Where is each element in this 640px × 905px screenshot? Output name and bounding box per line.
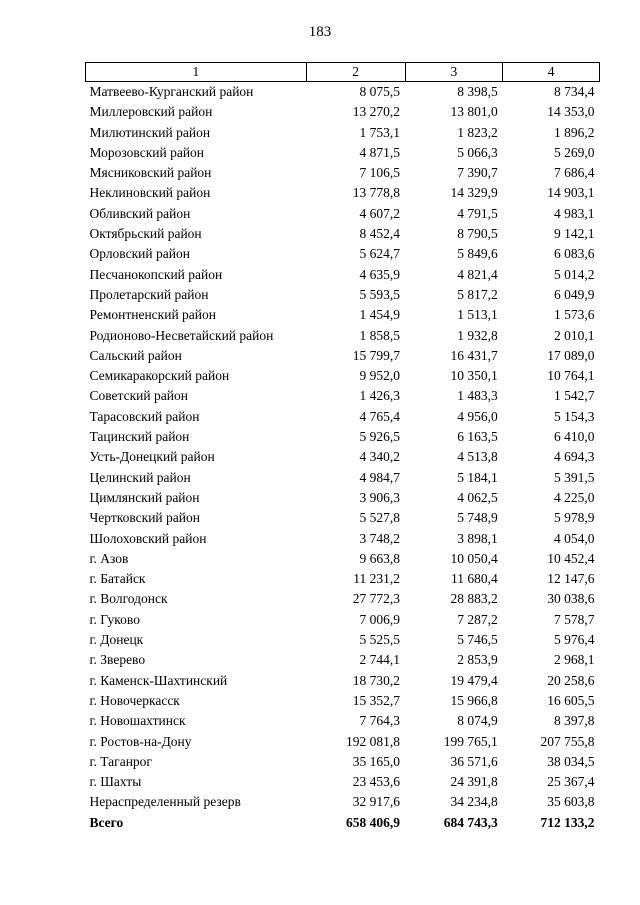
value-col-4: 14 353,0 — [547, 104, 595, 120]
territory-name: Советский район — [89, 388, 188, 404]
value-col-4: 1 542,7 — [554, 388, 595, 404]
value-col-2: 5 593,5 — [359, 286, 400, 302]
territory-name: Семикаракорский район — [89, 368, 230, 384]
value-col-4: 5 014,2 — [554, 266, 595, 282]
territory-name: Миллеровский район — [89, 104, 213, 120]
value-col-3: 19 479,4 — [450, 672, 498, 688]
value-col-4: 2 968,1 — [554, 652, 595, 668]
table-row — [86, 508, 600, 528]
value-col-3: 10 050,4 — [450, 550, 498, 566]
territory-name: Неклиновский район — [89, 185, 211, 201]
value-col-2: 27 772,3 — [352, 591, 400, 607]
territory-name: г. Каменск-Шахтинский — [89, 672, 228, 688]
value-col-2: 4 635,9 — [359, 266, 400, 282]
territory-name: г. Гуково — [89, 611, 140, 627]
table-body — [86, 82, 600, 833]
value-col-2: 1 858,5 — [359, 327, 400, 343]
value-col-4: 1 896,2 — [554, 124, 595, 140]
value-col-4: 35 603,8 — [547, 794, 595, 810]
table-header-row — [86, 63, 600, 82]
value-col-2: 5 926,5 — [359, 429, 400, 445]
value-col-3: 15 966,8 — [450, 692, 498, 708]
value-col-3: 5 849,6 — [457, 246, 498, 262]
value-col-3: 8 790,5 — [457, 226, 498, 242]
value-col-3: 4 821,4 — [457, 266, 498, 282]
value-col-2: 2 744,1 — [359, 652, 400, 668]
column-header-2: 2 — [306, 63, 405, 82]
value-col-3: 4 791,5 — [457, 205, 498, 221]
table-row — [86, 650, 600, 670]
table-row — [86, 265, 600, 285]
value-col-2: 4 765,4 — [359, 408, 400, 424]
territory-name: Милютинский район — [89, 124, 211, 140]
territory-name: Песчанокопский район — [89, 266, 223, 282]
value-col-3: 11 680,4 — [450, 571, 498, 587]
territory-name: Тацинский район — [89, 429, 190, 445]
value-col-3: 199 765,1 — [443, 733, 498, 749]
value-col-3: 3 898,1 — [457, 530, 498, 546]
table-row — [86, 671, 600, 691]
table-row — [86, 529, 600, 549]
value-col-3: 13 801,0 — [450, 104, 498, 120]
value-col-4: 4 225,0 — [554, 489, 595, 505]
value-col-4: 25 367,4 — [547, 774, 595, 790]
territory-name: Целинский район — [89, 469, 191, 485]
table-row — [86, 732, 600, 752]
value-col-3: 5 746,5 — [457, 632, 498, 648]
column-header-4: 4 — [503, 63, 600, 82]
territory-name: г. Донецк — [89, 632, 144, 648]
value-col-4: 30 038,6 — [547, 591, 595, 607]
territory-name: Сальский район — [89, 347, 182, 363]
value-col-3: 2 853,9 — [457, 652, 498, 668]
table-row — [86, 285, 600, 305]
table-row — [86, 752, 600, 772]
value-col-2: 1 753,1 — [359, 124, 400, 140]
table-row — [86, 549, 600, 569]
value-col-2: 7 006,9 — [359, 611, 400, 627]
value-col-4: 2 010,1 — [554, 327, 595, 343]
territory-name: г. Ростов-на-Дону — [89, 733, 192, 749]
table-row — [86, 183, 600, 203]
value-col-4: 5 154,3 — [554, 408, 595, 424]
value-col-2: 23 453,6 — [352, 774, 400, 790]
territory-name: г. Азов — [89, 550, 129, 566]
value-col-3: 6 163,5 — [457, 429, 498, 445]
territory-name: Шолоховский район — [89, 530, 207, 546]
total-value-col-3: 684 743,3 — [443, 814, 498, 830]
value-col-3: 36 571,6 — [450, 753, 498, 769]
table-row — [86, 711, 600, 731]
value-col-2: 9 952,0 — [359, 368, 400, 384]
value-col-4: 14 903,1 — [547, 185, 595, 201]
table-row — [86, 386, 600, 406]
value-col-3: 24 391,8 — [450, 774, 498, 790]
table-row — [86, 143, 600, 163]
value-col-4: 20 258,6 — [547, 672, 595, 688]
table-row — [86, 589, 600, 609]
total-row — [86, 813, 600, 833]
table-row — [86, 346, 600, 366]
value-col-2: 3 748,2 — [359, 530, 400, 546]
table-row — [86, 305, 600, 325]
value-col-4: 6 083,6 — [554, 246, 595, 262]
table-row — [86, 488, 600, 508]
value-col-2: 4 984,7 — [359, 469, 400, 485]
page-number: 183 — [308, 24, 332, 40]
territory-name: Родионово-Несветайский район — [89, 327, 274, 343]
value-col-4: 10 764,1 — [547, 368, 595, 384]
value-col-3: 8 074,9 — [457, 713, 498, 729]
value-col-3: 5 817,2 — [457, 286, 498, 302]
table-row — [86, 447, 600, 467]
territory-name: Морозовский район — [89, 144, 205, 160]
value-col-2: 3 906,3 — [359, 489, 400, 505]
table-row — [86, 792, 600, 812]
value-col-2: 9 663,8 — [359, 550, 400, 566]
value-col-3: 4 956,0 — [457, 408, 498, 424]
value-col-4: 17 089,0 — [547, 347, 595, 363]
table-row — [86, 102, 600, 122]
value-col-2: 1 454,9 — [359, 307, 400, 323]
value-col-3: 4 513,8 — [457, 449, 498, 465]
territory-name: г. Новошахтинск — [89, 713, 186, 729]
territory-name: Орловский район — [89, 246, 190, 262]
value-col-2: 4 607,2 — [359, 205, 400, 221]
value-col-3: 8 398,5 — [457, 84, 498, 99]
value-col-4: 4 054,0 — [554, 530, 595, 546]
territory-name: Матвеево-Курганский район — [89, 84, 254, 99]
territory-name: г. Шахты — [89, 774, 142, 790]
value-col-4: 7 686,4 — [554, 165, 595, 181]
value-col-3: 5 748,9 — [457, 510, 498, 526]
value-col-2: 13 778,8 — [352, 185, 400, 201]
territory-name: Обливский район — [89, 205, 191, 221]
territory-name: г. Таганрог — [89, 753, 152, 769]
value-col-2: 1 426,3 — [359, 388, 400, 404]
territory-name: Пролетарский район — [89, 286, 209, 302]
value-col-4: 16 605,5 — [547, 692, 595, 708]
value-col-3: 14 329,9 — [450, 185, 498, 201]
value-col-3: 5 066,3 — [457, 144, 498, 160]
value-col-4: 4 983,1 — [554, 205, 595, 221]
value-col-3: 10 350,1 — [450, 368, 498, 384]
value-col-4: 6 049,9 — [554, 286, 595, 302]
value-col-3: 7 287,2 — [457, 611, 498, 627]
value-col-2: 5 527,8 — [359, 510, 400, 526]
territory-name: г. Новочеркасск — [89, 692, 180, 708]
table-row — [86, 772, 600, 792]
table-row — [86, 610, 600, 630]
value-col-4: 5 978,9 — [554, 510, 595, 526]
value-col-4: 12 147,6 — [547, 571, 595, 587]
table-row — [86, 630, 600, 650]
table-row — [86, 204, 600, 224]
territory-name: г. Зверево — [89, 652, 146, 668]
value-col-2: 4 340,2 — [359, 449, 400, 465]
value-col-2: 18 730,2 — [352, 672, 400, 688]
table-row — [86, 427, 600, 447]
value-col-2: 7 764,3 — [359, 713, 400, 729]
territory-name: г. Батайск — [89, 571, 146, 587]
table-row — [86, 123, 600, 143]
territory-name: Усть-Донецкий район — [89, 449, 215, 465]
total-value-col-2: 658 406,9 — [346, 814, 400, 830]
table-row — [86, 366, 600, 386]
value-col-4: 207 755,8 — [540, 733, 595, 749]
value-col-3: 1 483,3 — [457, 388, 498, 404]
value-col-2: 8 452,4 — [359, 226, 400, 242]
value-col-4: 6 410,0 — [554, 429, 595, 445]
value-col-2: 13 270,2 — [352, 104, 400, 120]
value-col-3: 28 883,2 — [450, 591, 498, 607]
table-row — [86, 224, 600, 244]
value-col-3: 1 513,1 — [457, 307, 498, 323]
value-col-2: 15 352,7 — [352, 692, 400, 708]
value-col-2: 4 871,5 — [359, 144, 400, 160]
value-col-3: 1 932,8 — [457, 327, 498, 343]
table-row — [86, 326, 600, 346]
value-col-3: 34 234,8 — [450, 794, 498, 810]
table-row — [86, 82, 600, 103]
territory-name: Мясниковский район — [89, 165, 212, 181]
value-col-4: 7 578,7 — [554, 611, 595, 627]
value-col-2: 11 231,2 — [353, 571, 400, 587]
table-row — [86, 691, 600, 711]
value-col-2: 15 799,7 — [352, 347, 400, 363]
value-col-2: 8 075,5 — [359, 84, 400, 99]
column-header-1: 1 — [86, 63, 307, 82]
value-col-4: 10 452,4 — [547, 550, 595, 566]
territory-name: г. Волгодонск — [89, 591, 168, 607]
table-row — [86, 244, 600, 264]
allocation-table — [85, 62, 600, 833]
territory-name: Нераспределенный резерв — [89, 794, 241, 810]
value-col-4: 5 391,5 — [554, 469, 595, 485]
territory-name: Чертковский район — [89, 510, 200, 526]
value-col-4: 5 269,0 — [554, 144, 595, 160]
territory-name: Тарасовский район — [89, 408, 200, 424]
value-col-4: 5 976,4 — [554, 632, 595, 648]
territory-name: Цимлянский район — [89, 489, 200, 505]
value-col-2: 7 106,5 — [359, 165, 400, 181]
value-col-4: 8 734,4 — [554, 84, 595, 99]
value-col-4: 38 034,5 — [547, 753, 595, 769]
value-col-4: 8 397,8 — [554, 713, 595, 729]
territory-name: Октябрьский район — [89, 226, 202, 242]
value-col-3: 7 390,7 — [457, 165, 498, 181]
value-col-4: 4 694,3 — [554, 449, 595, 465]
value-col-2: 32 917,6 — [352, 794, 400, 810]
value-col-2: 35 165,0 — [352, 753, 400, 769]
value-col-3: 4 062,5 — [457, 489, 498, 505]
total-label: Всего — [89, 814, 124, 830]
value-col-3: 1 823,2 — [457, 124, 498, 140]
table-row — [86, 163, 600, 183]
column-header-3: 3 — [405, 63, 503, 82]
value-col-2: 5 624,7 — [359, 246, 400, 262]
value-col-2: 192 081,8 — [346, 733, 400, 749]
value-col-3: 16 431,7 — [450, 347, 498, 363]
value-col-3: 5 184,1 — [457, 469, 498, 485]
value-col-4: 9 142,1 — [554, 226, 595, 242]
total-value-col-4: 712 133,2 — [540, 814, 595, 830]
table-row — [86, 468, 600, 488]
territory-name: Ремонтненский район — [89, 307, 216, 323]
value-col-4: 1 573,6 — [554, 307, 595, 323]
table-row — [86, 407, 600, 427]
table-row — [86, 569, 600, 589]
value-col-2: 5 525,5 — [359, 632, 400, 648]
